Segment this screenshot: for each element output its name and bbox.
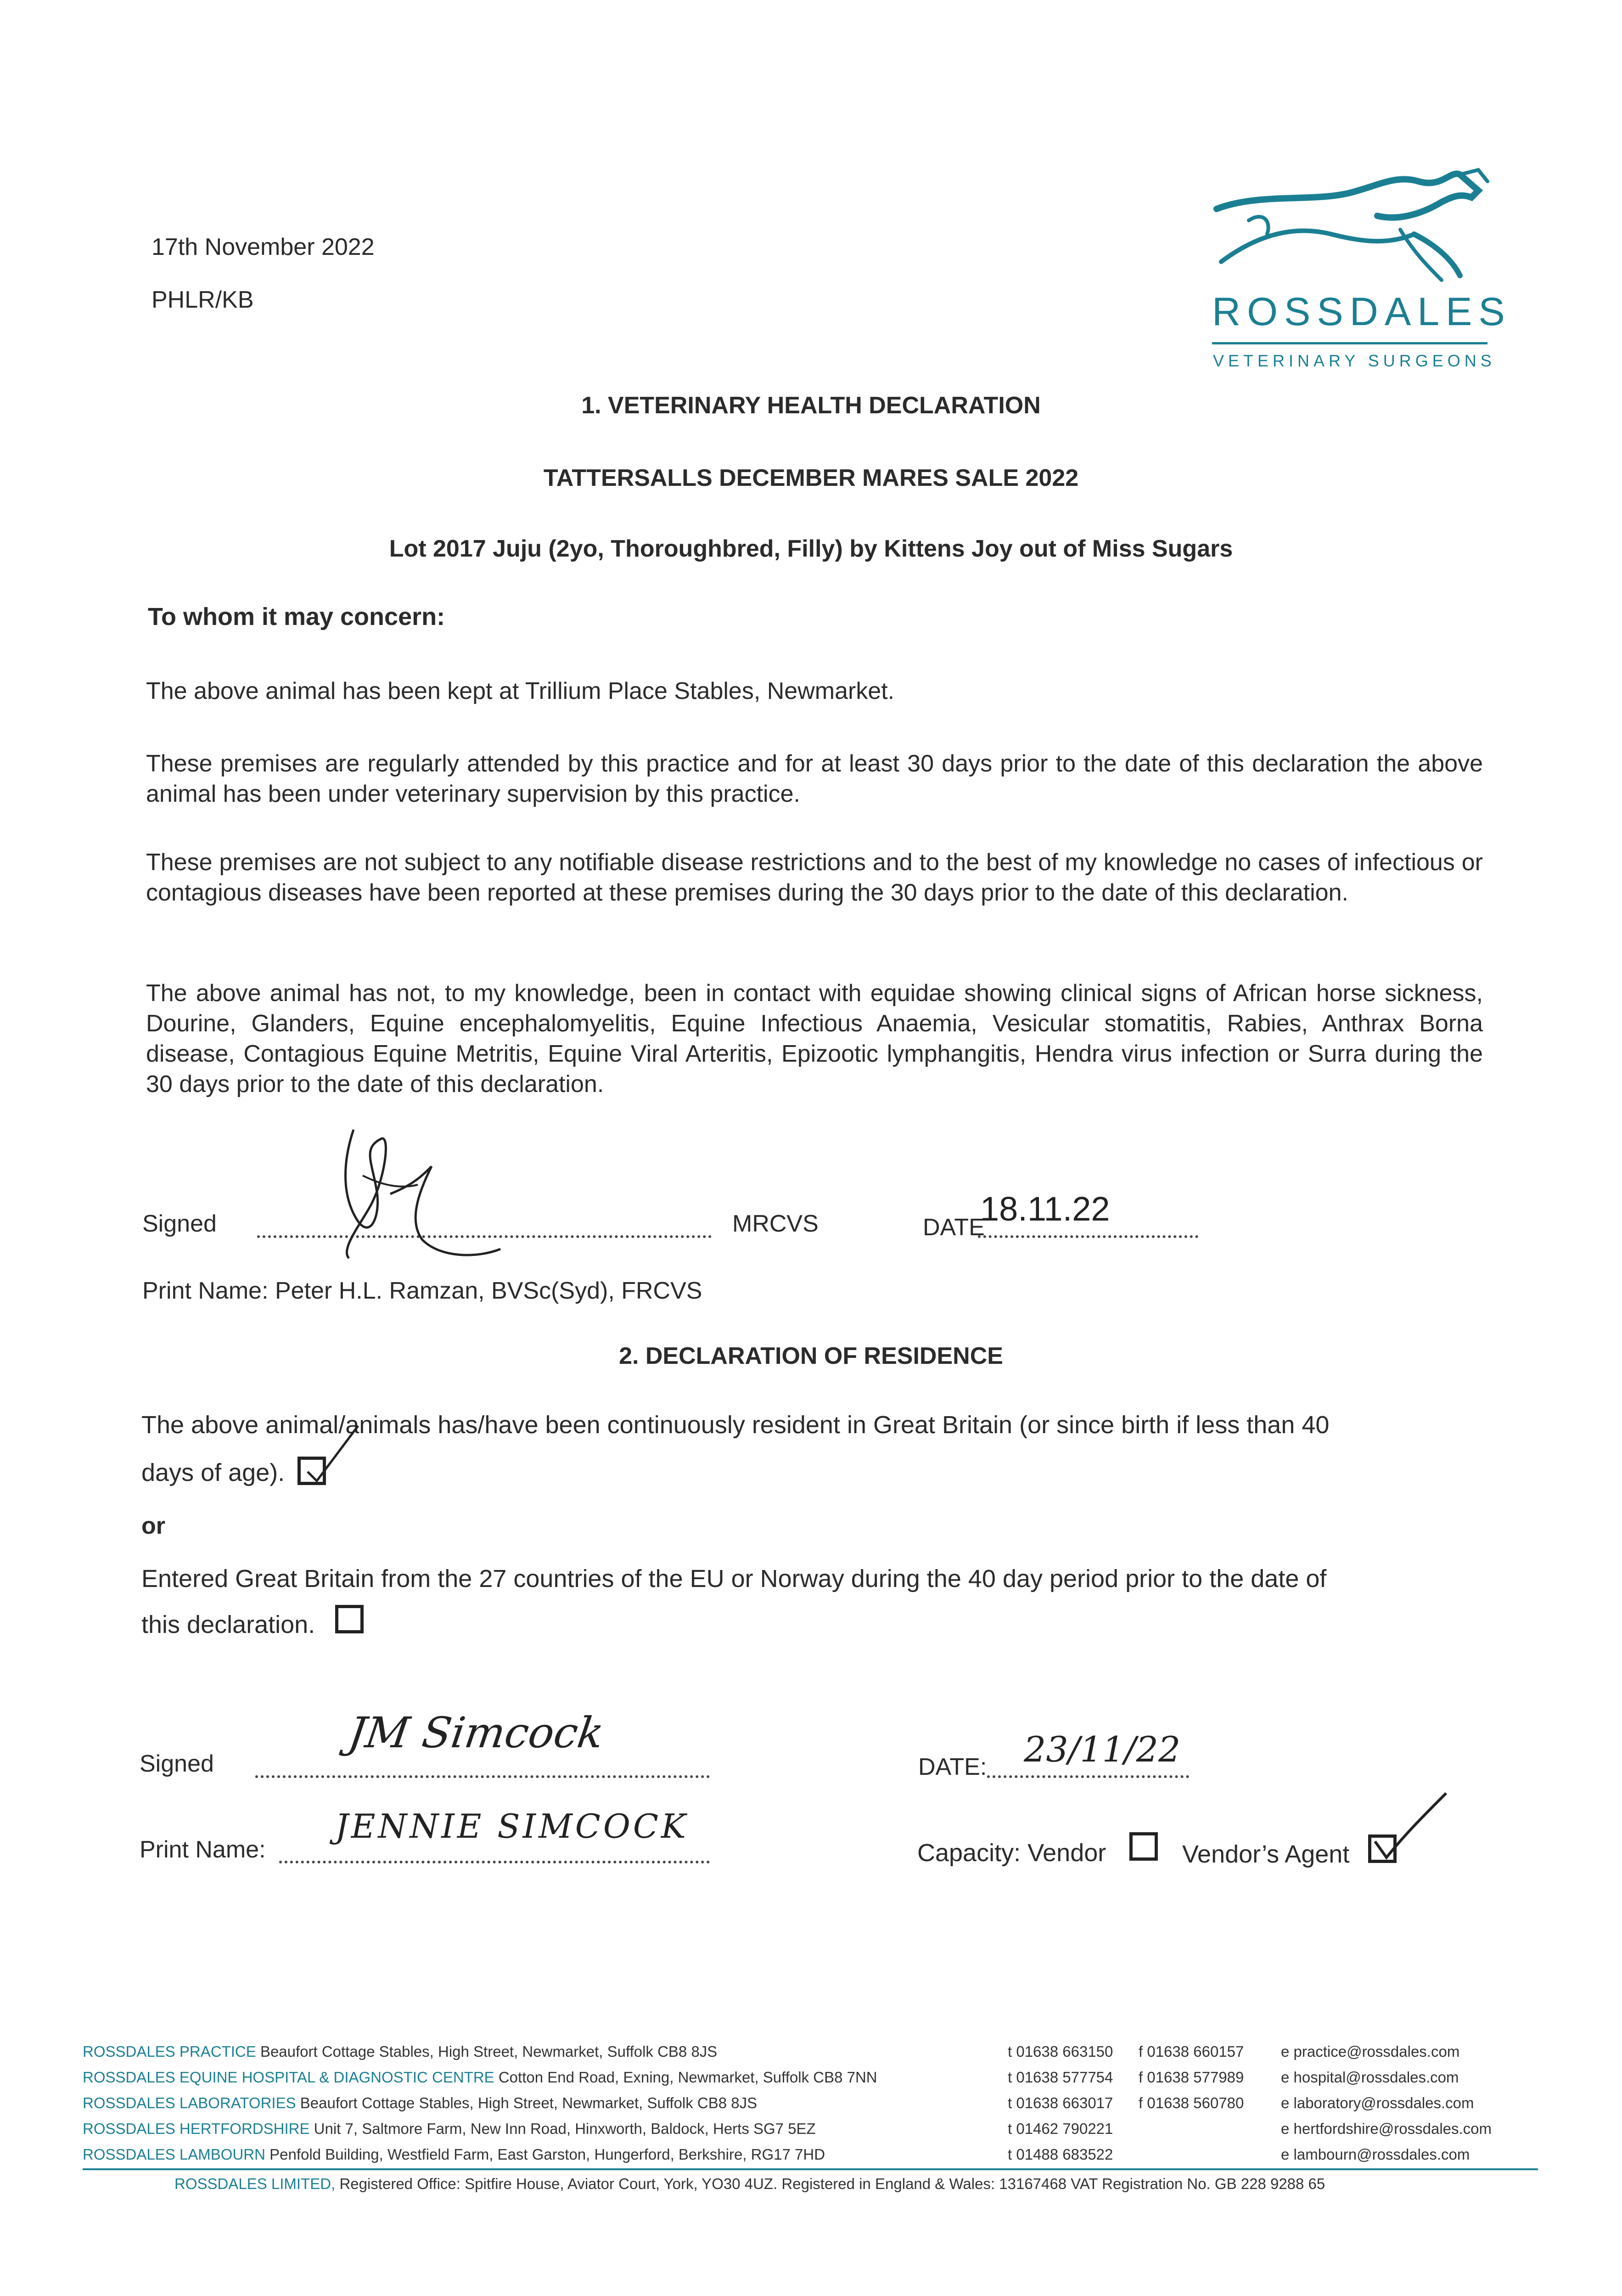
footer-practice-name: ROSSDALES PRACTICE [83, 2043, 256, 2060]
paragraph-restrictions: These premises are not subject to any notifiable disease restrictions and to the best of my knowledge no cases of infectious or contagious diseases have been reported at these premises during the 30 days prior to the date of this declaration. [146, 849, 1483, 906]
vet-signature-mark [312, 1120, 551, 1277]
logo-name: ROSSDALES [1212, 290, 1511, 334]
entered-checkbox[interactable] [335, 1605, 364, 1633]
footer-limited-name: ROSSDALES LIMITED, [174, 2175, 336, 2192]
vendor-print-name-value: JENNIE SIMCOCK [335, 1807, 689, 1846]
footer-laboratories-address: Beaufort Cottage Stables, High Street, Newmarket, Suffolk CB8 8JS [300, 2094, 758, 2111]
footer [83, 2039, 1552, 2213]
mrcvs-label: MRCVS [732, 1210, 819, 1237]
vendor-date-value: 23/11/22 [1024, 1729, 1181, 1770]
logo-tagline: VETERINARY SURGEONS [1213, 351, 1496, 370]
vendor-print-name-label: Print Name: [140, 1836, 266, 1863]
footer-divider [83, 2168, 1538, 2170]
option2-line2: this declaration. [141, 1611, 315, 1638]
footer-laboratories-tel: t 01638 663017 [1008, 2094, 1113, 2111]
horse-logo-icon [1203, 165, 1497, 289]
rossdales-logo [1203, 165, 1511, 381]
footer-hospital-name: ROSSDALES EQUINE HOSPITAL & DIAGNOSTIC CENTRE [83, 2069, 494, 2086]
agent-check-mark [1364, 1789, 1455, 1871]
vendor-date-line [987, 1775, 1189, 1778]
resident-check-mark [298, 1421, 367, 1490]
footer-practice-tel: t 01638 663150 [1008, 2043, 1113, 2060]
footer-hospital-tel: t 01638 577754 [1008, 2069, 1113, 2086]
or-label: or [141, 1513, 165, 1539]
footer-lambourn-tel: t 01488 683522 [1008, 2146, 1113, 2163]
option1-line2: days of age). [141, 1459, 285, 1486]
salutation: To whom it may concern: [148, 603, 445, 630]
lot-description: Lot 2017 Juju (2yo, Thoroughbred, Filly) by Kittens Joy out of Miss Sugars [389, 535, 1233, 562]
option1-line1: The above animal/animals has/have been continuously resident in Great Britain (or since birth if less than 40 [141, 1411, 1330, 1439]
vet-date-value: 18.11.22 [980, 1190, 1110, 1228]
footer-hospital-fax: f 01638 577989 [1139, 2069, 1244, 2086]
footer-practice-fax: f 01638 660157 [1139, 2043, 1244, 2060]
footer-laboratories-fax: f 01638 560780 [1139, 2094, 1244, 2111]
footer-practice-address: Beaufort Cottage Stables, High Street, Newmarket, Suffolk CB8 8JS [260, 2043, 718, 2060]
footer-laboratories-name: ROSSDALES LABORATORIES [83, 2094, 296, 2111]
logo-divider [1212, 342, 1487, 344]
capacity-vendor-label: Capacity: Vendor [917, 1839, 1106, 1867]
letter-date: 17th November 2022 [152, 234, 375, 260]
section2-title: 2. DECLARATION OF RESIDENCE [619, 1343, 1003, 1369]
paragraph-contact: The above animal has not, to my knowledge, been in contact with equidae showing clinical signs of African horse sickness, Dourine, Glanders, Equine encephalomyelitis, Equine Infectious Anaemia, Vesicular stomatitis, Rabies, Anthrax Borna disease, Contagious Equine Metritis, Equine Viral Arteritis, Epizootic lymphangitis, Hendra virus infection or Surra during the 30 days prior to the date of this declaration. [146, 980, 1483, 1097]
footer-limited-text: Registered Office: Spitfire House, Aviator Court, York, YO30 4UZ. Registered in England & Wales: 13167468 VAT Registration No. GB 228 9288 65 [339, 2175, 1325, 2192]
vet-date-line [978, 1235, 1198, 1238]
reference-code: PHLR/KB [152, 287, 254, 313]
footer-hertfordshire-email: e hertfordshire@rossdales.com [1281, 2120, 1492, 2137]
vendor-signed-label: Signed [140, 1750, 214, 1777]
vet-signed-label: Signed [142, 1210, 217, 1237]
footer-lambourn-address: Penfold Building, Westfield Farm, East Garston, Hungerford, Berkshire, RG17 7HD [269, 2146, 825, 2163]
sale-title: TATTERSALLS DECEMBER MARES SALE 2022 [543, 465, 1079, 491]
vet-date-label: DATE [923, 1214, 985, 1241]
vet-print-name: Print Name: Peter H.L. Ramzan, BVSc(Syd), FRCVS [142, 1277, 702, 1304]
footer-hertfordshire-address: Unit 7, Saltmore Farm, New Inn Road, Hinxworth, Baldock, Herts SG7 5EZ [314, 2120, 816, 2137]
footer-lambourn-name: ROSSDALES LAMBOURN [83, 2146, 265, 2163]
footer-hospital-email: e hospital@rossdales.com [1281, 2069, 1459, 2086]
vendor-print-name-line [279, 1861, 710, 1863]
option2-line1: Entered Great Britain from the 27 countries of the EU or Norway during the 40 day period prior to the date of [141, 1565, 1327, 1593]
footer-practice-email: e practice@rossdales.com [1281, 2043, 1460, 2060]
capacity-agent-label: Vendor’s Agent [1182, 1840, 1350, 1868]
footer-lambourn-email: e lambourn@rossdales.com [1281, 2146, 1470, 2163]
paragraph-premises: The above animal has been kept at Trillium Place Stables, Newmarket. [146, 678, 895, 704]
footer-hertfordshire-name: ROSSDALES HERTFORDSHIRE [83, 2120, 310, 2137]
section1-title: 1. VETERINARY HEALTH DECLARATION [581, 392, 1041, 419]
vendor-date-label: DATE: [918, 1754, 987, 1780]
footer-hospital-address: Cotton End Road, Exning, Newmarket, Suffolk CB8 7NN [498, 2069, 877, 2086]
footer-laboratories-email: e laboratory@rossdales.com [1281, 2094, 1474, 2111]
footer-hertfordshire-tel: t 01462 790221 [1008, 2120, 1113, 2137]
vendor-checkbox[interactable] [1129, 1832, 1158, 1861]
vendor-signature: JM Simcock [345, 1708, 607, 1757]
paragraph-supervision: These premises are regularly attended by this practice and for at least 30 days prior to the date of this declaration the above animal has been under veterinary supervision by this practice. [146, 750, 1483, 807]
vendor-signature-line [255, 1775, 710, 1778]
